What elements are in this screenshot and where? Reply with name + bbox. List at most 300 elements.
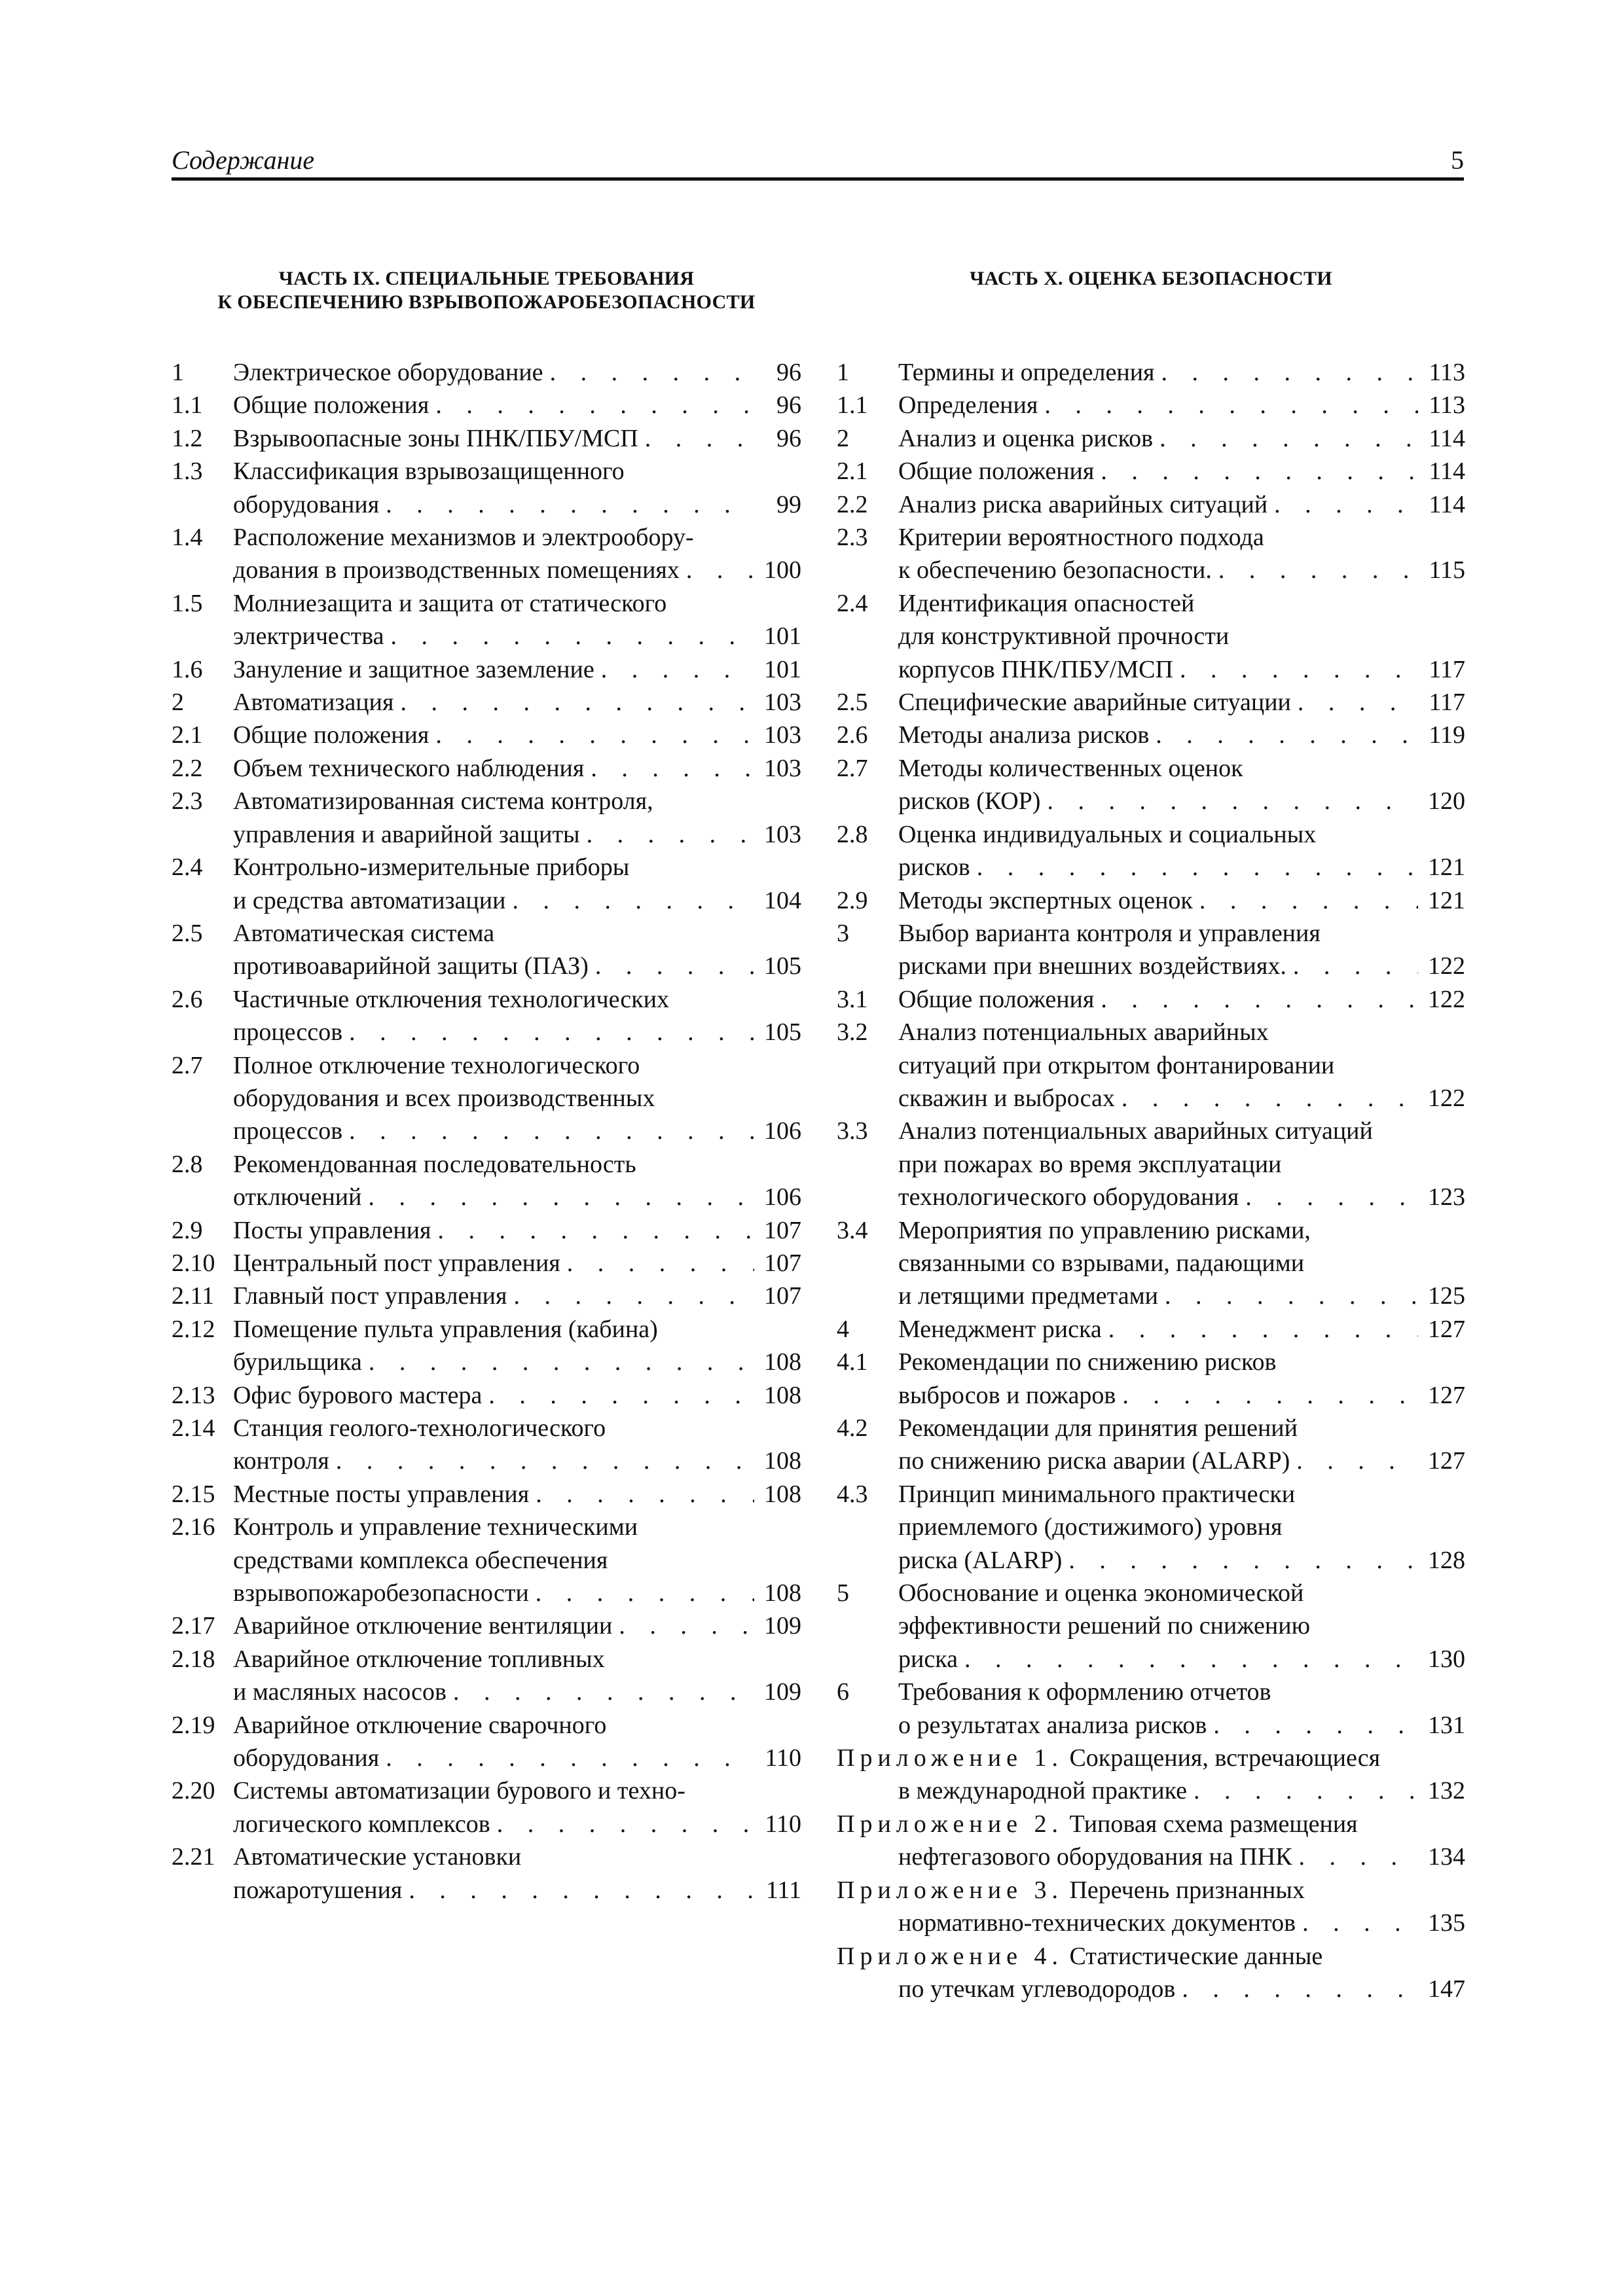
page-ref: 108 (764, 1447, 801, 1475)
toc-entry (837, 1313, 1465, 1346)
toc-entry (172, 983, 801, 1049)
section-number: 2.12 (172, 1315, 215, 1343)
page-ref: 104 (764, 886, 801, 914)
toc-entry-title: процессов (233, 1018, 343, 1047)
section-number: 1.6 (172, 655, 203, 683)
toc-entry-title: Методы экспертных оценок (898, 886, 1193, 914)
toc-entry-line (837, 1742, 1465, 1774)
page-ref: 127 (1428, 1447, 1465, 1475)
part-title-line: ЧАСТЬ X. ОЦЕНКА БЕЗОПАСНОСТИ (970, 268, 1332, 289)
toc-entry-title: отключений (233, 1183, 362, 1211)
toc-entry-title: корпусов ПНК/ПБУ/МСП (898, 655, 1173, 683)
dot-leader (1094, 455, 1418, 488)
toc-entry-line (898, 455, 1465, 488)
page-number: 5 (1451, 145, 1464, 175)
dot-leader (431, 1214, 754, 1247)
section-number: 2.3 (172, 787, 203, 816)
toc-entry-title: рисков (898, 853, 970, 882)
toc-entry-title: риска (898, 1645, 958, 1673)
page-ref: 99 (776, 490, 801, 518)
toc-entry-line: Молниезащита и защита от статического (233, 589, 667, 617)
toc-entry-title: Определения (898, 391, 1038, 420)
toc-entry-title: скважин и выбросах (898, 1084, 1115, 1112)
toc-entry-text (172, 752, 801, 785)
dot-leader (1102, 1313, 1418, 1346)
toc-entry-title: Главный пост управления (233, 1282, 507, 1310)
toc-entry (837, 1214, 1465, 1313)
dot-leader (529, 1478, 754, 1511)
toc-entry (172, 455, 801, 521)
toc-entry (172, 1709, 801, 1775)
toc-entry-text (172, 1511, 801, 1609)
toc-appendix-entry (837, 1874, 1465, 1940)
toc-entry-line (233, 620, 801, 653)
page-ref: 111 (765, 1876, 801, 1904)
toc-entry-line: Полное отключение технологического (233, 1051, 640, 1079)
toc-entry-title: Типовая схема размещения (1069, 1810, 1358, 1838)
page-ref: 127 (1428, 1315, 1465, 1343)
dot-leader (490, 1808, 754, 1840)
toc-entry-text (837, 521, 1465, 587)
toc-entry-title: бурильщика (233, 1348, 362, 1376)
page-ref: 121 (1428, 886, 1465, 914)
toc-entry-line: ситуаций при открытом фонтанировании (898, 1051, 1335, 1079)
toc-entry-title: выбросов и пожаров (898, 1381, 1116, 1409)
section-number: 2.9 (172, 1216, 203, 1244)
dot-leader (589, 950, 754, 982)
section-number: 1.1 (837, 391, 868, 420)
toc-entry-line: Выбор варианта контроля и управления (898, 919, 1321, 947)
toc-entry-title: Взрывоопасные зоны ПНК/ПБУ/МСП (233, 424, 638, 452)
toc-entry-line (233, 389, 801, 422)
section-number: 2.19 (172, 1711, 215, 1739)
dot-leader (1239, 1181, 1418, 1213)
dot-leader (507, 1280, 754, 1312)
toc-entry-line: средствами комплекса обеспечения (233, 1546, 608, 1574)
toc-entry-line: Автоматическая система (233, 919, 495, 947)
dot-leader (1149, 719, 1418, 751)
toc-entry-text (837, 818, 1465, 884)
toc-entry-line: Рекомендации по снижению рисков (898, 1348, 1277, 1376)
toc-entry-line (233, 1181, 801, 1213)
dot-leader (1158, 1280, 1418, 1312)
page-ref: 125 (1428, 1282, 1465, 1310)
page-ref: 113 (1429, 391, 1465, 420)
toc-entry-line (898, 422, 1465, 455)
part-title (837, 267, 1465, 356)
section-number: 2.1 (837, 457, 868, 486)
dot-leader (1212, 554, 1418, 586)
dot-leader (1115, 1082, 1418, 1115)
toc-entry-text (172, 587, 801, 653)
toc-entry (837, 818, 1465, 884)
toc-entry-title: пожаротушения (233, 1876, 403, 1904)
toc-entry-line (233, 1676, 801, 1708)
toc-entry-line (837, 1840, 1465, 1873)
toc-entry-text (172, 1247, 801, 1280)
toc-entry-text (172, 1709, 801, 1775)
dot-leader (362, 1346, 754, 1378)
toc-entry-line (233, 554, 801, 586)
toc-entry-text (837, 1412, 1465, 1478)
toc-entry-text (837, 356, 1465, 389)
toc-entry-text (172, 1049, 801, 1148)
page-ref: 107 (764, 1249, 801, 1277)
section-number: 2.18 (172, 1645, 215, 1673)
toc-entry-text (837, 1742, 1465, 1808)
toc-entry-line: Станция геолого-технологического (233, 1414, 606, 1442)
page-ref: 110 (765, 1744, 801, 1772)
toc-entry-line (233, 1577, 801, 1609)
dot-leader (1187, 1774, 1418, 1807)
dot-leader (584, 752, 754, 785)
page-ref: 122 (1428, 985, 1465, 1013)
toc-column-part-ix (172, 267, 801, 1907)
section-number: 2.6 (172, 985, 203, 1013)
section-number: 2.2 (172, 754, 203, 782)
toc-entry (837, 752, 1465, 818)
dot-leader (1038, 389, 1418, 422)
dot-leader (1291, 686, 1418, 719)
appendix-label: Приложение 3. (837, 1876, 1063, 1904)
page-ref: 115 (1429, 556, 1465, 584)
toc-entry-line (898, 389, 1465, 422)
toc-entry-line (837, 1874, 1465, 1907)
toc-entry-line (898, 1181, 1465, 1213)
page-ref: 100 (764, 556, 801, 584)
toc-entry-text (837, 1808, 1465, 1874)
toc-entry-line (233, 488, 801, 521)
toc-entry-line: Контрольно-измерительные приборы (233, 853, 630, 882)
page-ref: 108 (764, 1381, 801, 1409)
toc-entry-line (837, 1774, 1465, 1807)
toc-entry-line: Автоматические установки (233, 1843, 522, 1871)
toc-entry-line: Аварийное отключение сварочного (233, 1711, 607, 1739)
toc-entry-title: Центральный пост управления (233, 1249, 560, 1277)
toc-entry-line: связанными со взрывами, падающими (898, 1249, 1305, 1277)
toc-entry (172, 1609, 801, 1642)
toc-entry-text (837, 1478, 1465, 1577)
toc-entry-text (172, 521, 801, 587)
toc-entry-title: электричества (233, 622, 384, 651)
page-ref: 147 (1428, 1975, 1465, 2003)
dot-leader (594, 653, 754, 686)
toc-entry-text (837, 917, 1465, 983)
dot-leader (482, 1379, 754, 1412)
dot-leader (1267, 488, 1418, 521)
page-ref: 108 (764, 1579, 801, 1607)
toc-entry-line: Анализ потенциальных аварийных ситуаций (898, 1117, 1373, 1145)
toc-entry-line: Принцип минимального практически (898, 1480, 1296, 1508)
toc-entry-line: Критерии вероятностного подхода (898, 524, 1264, 552)
section-number: 1 (837, 359, 849, 386)
toc-entry (837, 488, 1465, 521)
toc-entry-title: Общие положения (898, 457, 1095, 486)
toc-entry (172, 389, 801, 422)
page-ref: 107 (764, 1216, 801, 1244)
toc-entry-line (233, 752, 801, 785)
toc-entry (172, 521, 801, 587)
toc-entry-title: Анализ и оценка рисков (898, 424, 1154, 452)
page-ref: 108 (764, 1348, 801, 1376)
dot-leader (505, 884, 754, 917)
toc-entry-title: рисков (КОР) (898, 787, 1041, 816)
toc-entry (172, 1379, 801, 1412)
section-number: 1.2 (172, 424, 203, 452)
page-ref: 135 (1428, 1909, 1465, 1937)
toc-entry-line (837, 1940, 1465, 1973)
toc-entry-line (898, 1280, 1465, 1312)
toc-entry (837, 1412, 1465, 1478)
toc-entry-title: взрывопожаробезопасности (233, 1579, 529, 1607)
toc-entry-line (233, 1247, 801, 1280)
toc-entry-text (172, 686, 801, 719)
dot-leader (1296, 1907, 1418, 1939)
page-ref: 114 (1429, 490, 1465, 518)
toc-entry (172, 587, 801, 653)
toc-entry (837, 587, 1465, 686)
toc-entry (837, 1346, 1465, 1412)
toc-entry-title: по утечкам углеводородов (898, 1975, 1176, 2003)
toc-entry-line: при пожарах во время эксплуатации (898, 1150, 1282, 1178)
section-number: 6 (837, 1678, 849, 1706)
toc-entry (172, 1313, 801, 1379)
appendix-label: Приложение 2. (837, 1810, 1063, 1838)
toc-entry-line (233, 884, 801, 917)
toc-entry-line: Расположение механизмов и электрообору- (233, 524, 694, 552)
toc-entry-text (837, 983, 1465, 1016)
toc-entry-title: Общие положения (898, 985, 1095, 1013)
dot-leader (402, 1874, 754, 1907)
dot-leader (1286, 950, 1418, 982)
dot-leader (580, 818, 754, 851)
toc-entry (172, 1247, 801, 1280)
toc-entry-line (233, 1379, 801, 1412)
dot-leader (543, 356, 754, 389)
page-ref: 114 (1429, 424, 1465, 452)
toc-entry-text (172, 356, 801, 389)
toc-appendix-entry (837, 1808, 1465, 1874)
toc-entry-text (172, 1214, 801, 1247)
page-ref: 96 (776, 391, 801, 420)
toc-entry (837, 1577, 1465, 1676)
appendix-label: Приложение 4. (837, 1942, 1063, 1970)
section-number: 2.7 (837, 754, 868, 782)
toc-entry-title: Термины и определения (898, 359, 1155, 386)
toc-entry-title: и средства автоматизации (233, 886, 506, 914)
toc-entry-title: оборудования (233, 490, 380, 518)
page-ref: 103 (764, 820, 801, 848)
toc-entry-line (898, 554, 1465, 586)
section-number: 2.3 (837, 524, 868, 552)
toc-entry-title: Зануление и защитное заземление (233, 655, 594, 683)
page-ref: 109 (764, 1612, 801, 1640)
toc-entry-line (233, 1742, 801, 1774)
toc-entry-line (233, 356, 801, 389)
page-ref: 113 (1429, 359, 1465, 386)
toc-entry (172, 1148, 801, 1214)
toc-entry (837, 719, 1465, 751)
page-ref: 128 (1428, 1546, 1465, 1574)
toc-entry (837, 521, 1465, 587)
toc-entry-line (837, 1808, 1465, 1840)
dot-leader (342, 1016, 754, 1049)
dot-leader (529, 1577, 754, 1609)
section-number: 2.8 (837, 820, 868, 848)
dot-leader (361, 1181, 754, 1213)
section-number: 2.6 (837, 721, 868, 749)
toc-entry-title: противоаварийной защиты (ПАЗ) (233, 952, 589, 980)
toc-entry-text (172, 1313, 801, 1379)
toc-entry (172, 356, 801, 389)
toc-entry-text (837, 686, 1465, 719)
toc-entry-title: по снижению риска аварии (ALARP) (898, 1447, 1290, 1475)
page-ref: 105 (764, 952, 801, 980)
toc-entry (172, 1643, 801, 1709)
dot-leader (393, 686, 754, 719)
toc-entry-line: Обоснование и оценка экономической (898, 1579, 1304, 1607)
section-number: 5 (837, 1579, 849, 1607)
dot-leader (1153, 422, 1418, 455)
toc-entry (172, 785, 801, 851)
dot-leader (1040, 785, 1418, 817)
toc-entry-line (233, 818, 801, 851)
section-number: 2.20 (172, 1777, 215, 1805)
toc-entry-line: оборудования и всех производственных (233, 1084, 655, 1112)
toc-entry-line (898, 1082, 1465, 1115)
toc-entry-line (898, 356, 1465, 389)
section-number: 2.13 (172, 1381, 215, 1409)
appendix-label: Приложение 1. (837, 1744, 1063, 1772)
toc-entry-text (837, 752, 1465, 818)
toc-entry-text (172, 983, 801, 1049)
toc-entry (172, 917, 801, 983)
toc-entry-title: Специфические аварийные ситуации (898, 689, 1291, 717)
toc-entry-line: Помещение пульта управления (кабина) (233, 1315, 658, 1343)
toc-entry-title: к обеспечению безопасности. (898, 556, 1212, 584)
section-number: 2 (837, 424, 849, 452)
page-ref: 109 (764, 1678, 801, 1706)
running-title: Содержание (172, 145, 315, 175)
dot-leader (379, 488, 754, 521)
page-ref: 117 (1429, 689, 1465, 717)
toc-entry (172, 1214, 801, 1247)
toc-entry (172, 686, 801, 719)
toc-entry-line (233, 1609, 801, 1642)
section-number: 2.2 (837, 490, 868, 518)
toc-entry-title: Общие положения (233, 721, 429, 749)
toc-entry-line: Оценка индивидуальных и социальных (898, 820, 1317, 848)
section-number: 2 (172, 689, 184, 717)
page-ref: 127 (1428, 1381, 1465, 1409)
section-number: 1 (172, 359, 184, 386)
toc-entry-line (233, 1214, 801, 1247)
section-number: 1.4 (172, 524, 203, 552)
toc-appendix-entry (837, 1742, 1465, 1808)
page-ref: 96 (776, 359, 801, 386)
page-ref: 110 (765, 1810, 801, 1838)
toc-entry-title: Автоматизация (233, 689, 394, 717)
toc-entry-title: Сокращения, встречающиеся (1069, 1744, 1381, 1772)
dot-leader (638, 422, 754, 455)
dot-leader (1193, 884, 1418, 917)
toc-entry-text (172, 1840, 801, 1907)
toc-entry-title: риска (ALARP) (898, 1546, 1063, 1574)
toc-entry-text (172, 917, 801, 983)
dot-leader (560, 1247, 754, 1280)
toc-entry (172, 653, 801, 686)
toc-entry-title: нефтегазового оборудования на ПНК (898, 1843, 1292, 1871)
dot-leader (970, 851, 1418, 884)
section-number: 4.1 (837, 1348, 868, 1376)
toc-entry-line (233, 950, 801, 982)
toc-entry-line (233, 686, 801, 719)
toc-entry-line (233, 1444, 801, 1477)
toc-entry-title: управления и аварийной защиты (233, 820, 580, 848)
toc-entry (172, 851, 801, 917)
toc-entry-line: Мероприятия по управлению рисками, (898, 1216, 1311, 1244)
dot-leader (612, 1609, 754, 1642)
section-number: 1.1 (172, 391, 203, 420)
dot-leader (429, 389, 754, 422)
toc-column-part-x (837, 267, 1465, 2005)
toc-entry-line (898, 1643, 1465, 1676)
toc-entry-line (233, 1115, 801, 1147)
section-number: 2.16 (172, 1513, 215, 1541)
page-ref: 114 (1429, 457, 1465, 486)
section-number: 3.4 (837, 1216, 868, 1244)
toc-entry-text (837, 389, 1465, 422)
toc-entry-title: Общие положения (233, 391, 429, 420)
dot-leader (680, 554, 754, 586)
toc-entry-text (172, 389, 801, 422)
toc-entry-line: эффективности решений по снижению (898, 1612, 1310, 1640)
toc-entry-line (898, 1379, 1465, 1412)
toc-entry-title: дования в производственных помещениях (233, 556, 680, 584)
section-number: 1.3 (172, 457, 203, 486)
toc-entry-line (898, 686, 1465, 719)
toc-entry-line (898, 653, 1465, 686)
toc-entry-line: Рекомендованная последовательность (233, 1150, 636, 1178)
toc-entry-title: и летящими предметами (898, 1282, 1158, 1310)
toc-entry-title: нормативно-технических документов (898, 1909, 1296, 1937)
toc-entry (837, 983, 1465, 1016)
toc-entry (837, 1478, 1465, 1577)
toc-entry-line (898, 1313, 1465, 1346)
page-ref: 123 (1428, 1183, 1465, 1211)
toc-entry-text (172, 1148, 801, 1214)
toc-entry-line (898, 488, 1465, 521)
toc-entry-line (233, 1280, 801, 1312)
toc-entry-line (233, 1478, 801, 1511)
toc-entry-text (837, 1313, 1465, 1346)
toc-entry-title: Перечень признанных (1069, 1876, 1305, 1904)
page-ref: 122 (1428, 952, 1465, 980)
toc-entry-title: процессов (233, 1117, 343, 1145)
toc-entry-line: Анализ потенциальных аварийных (898, 1018, 1269, 1047)
page-ref: 131 (1428, 1711, 1465, 1739)
toc-list (837, 356, 1465, 2005)
toc-entry-line: для конструктивной прочности (898, 622, 1230, 651)
toc-entry-text (172, 1412, 801, 1478)
toc-entry-text (172, 1379, 801, 1412)
dot-leader (384, 620, 754, 653)
toc-entry-title: рисками при внешних воздействиях. (898, 952, 1286, 980)
toc-entry (172, 1840, 801, 1907)
part-title (172, 267, 801, 356)
section-number: 2.1 (172, 721, 203, 749)
toc-entry-text (837, 1874, 1465, 1940)
